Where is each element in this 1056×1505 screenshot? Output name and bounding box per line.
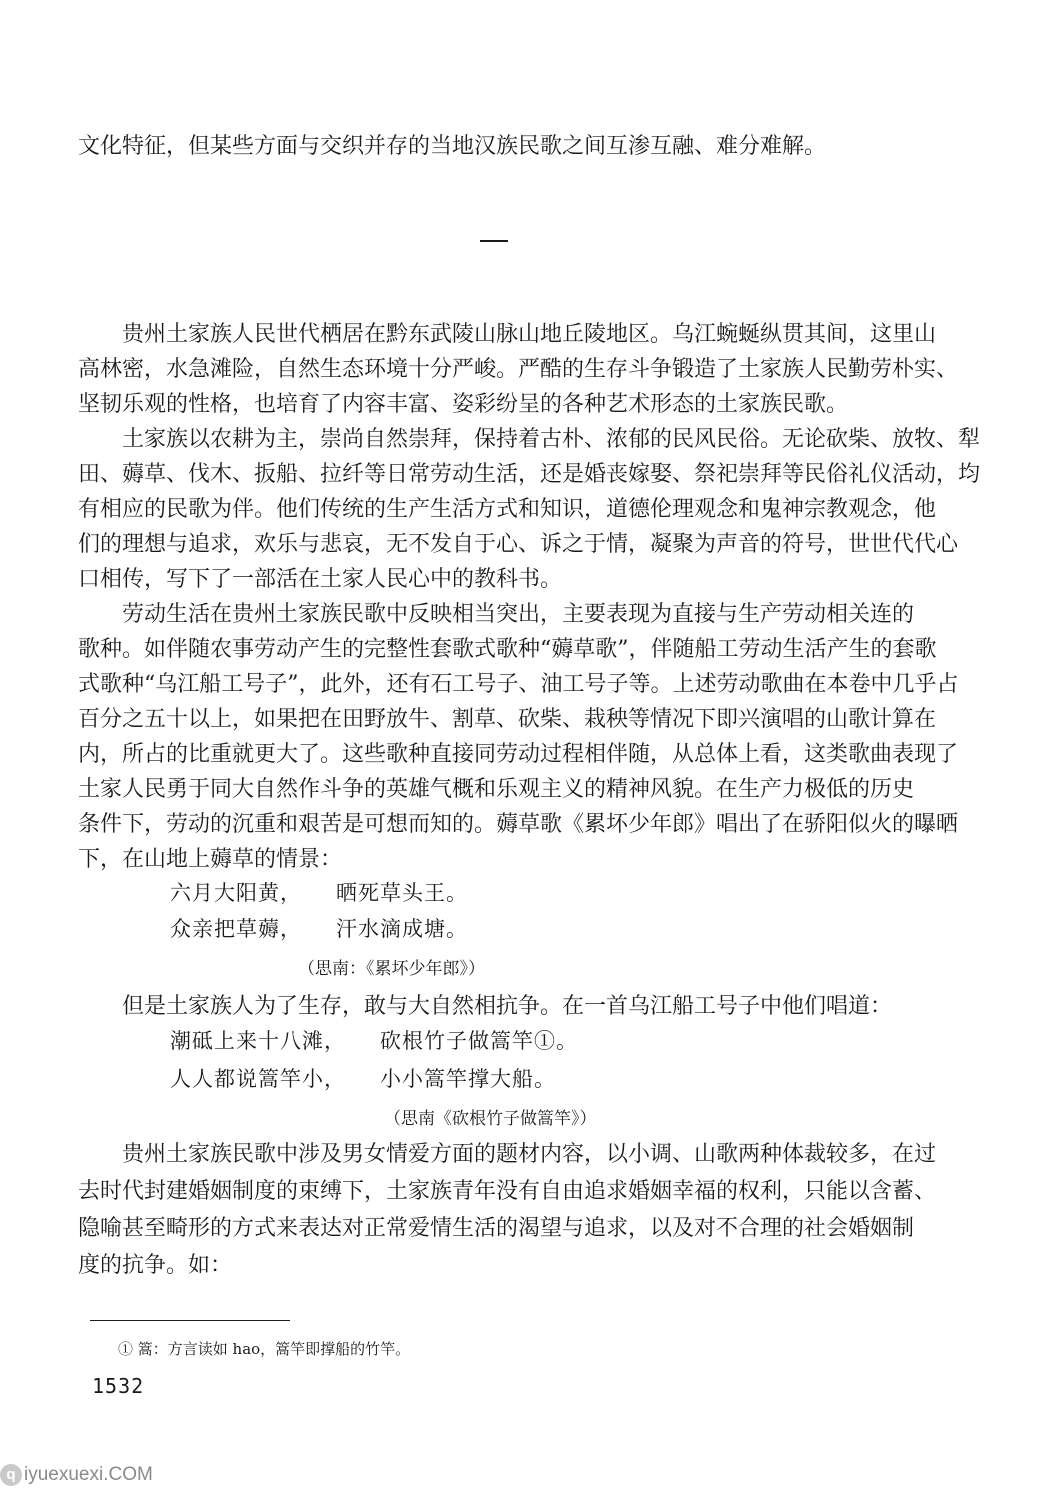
paragraph-line: 下，在山地上薅草的情景： [78, 847, 343, 872]
verse-half: 砍根竹子做篙竿①。 [380, 1029, 578, 1053]
paragraph-line: 劳动生活在贵州土家族民歌中反映相当突出，主要表现为直接与生产劳动相关连的 [122, 602, 915, 627]
paragraph-line: 们的理想与追求，欢乐与悲哀，无不发自于心、诉之于情，凝聚为声音的符号，世世代代心 [78, 532, 959, 557]
verse-half: 小小篙竿撑大船。 [380, 1067, 556, 1091]
paragraph-line: 百分之五十以上，如果把在田野放牛、割草、砍柴、栽秧等情况下即兴演唱的山歌计算在 [78, 707, 937, 732]
paragraph-line: 有相应的民歌为伴。他们传统的生产生活方式和知识，道德伦理观念和鬼神宗教观念，他 [78, 497, 937, 522]
paragraph-line: 口相传，写下了一部活在土家人民心中的教科书。 [78, 567, 563, 592]
paragraph-line: 贵州土家族人民世代栖居在黔东武陵山脉山地丘陵地区。乌江蜿蜒纵贯其间，这里山 [122, 322, 937, 347]
paragraph-line: 田、薅草、伐木、扳船、拉纤等日常劳动生活，还是婚丧嫁娶、祭祀崇拜等民俗礼仪活动，均 [78, 462, 981, 487]
paragraph-line: 度的抗争。如： [78, 1253, 233, 1278]
paragraph-line: 高林密，水急滩险，自然生态环境十分严峻。严酷的生存斗争锻造了土家族人民勤劳朴实、 [78, 357, 959, 382]
paragraph-line: 坚韧乐观的性格，也培育了内容丰富、姿彩纷呈的各种艺术形态的土家族民歌。 [78, 392, 849, 417]
citation-1: （思南：《累坏少年郎》） [298, 959, 485, 979]
verse-half: 六月大阳黄， [170, 881, 302, 905]
watermark-text: iyuexuexi.COM [24, 1464, 153, 1485]
paragraph-line: 去时代封建婚姻制度的束缚下，土家族青年没有自由追求婚姻幸福的权利，只能以含蓄、 [78, 1179, 937, 1204]
verse-line [170, 1026, 578, 1056]
paragraph-line: 土家人民勇于同大自然作斗争的英雄气概和乐观主义的精神风貌。在生产力极低的历史 [78, 777, 915, 802]
watermark [0, 1460, 260, 1490]
verse-half: 汗水滴成塘。 [336, 917, 468, 941]
citation-2: （思南《砍根竹子做篙竿》） [384, 1109, 597, 1129]
top-line: 文化特征，但某些方面与交织并存的当地汉族民歌之间互渗互融、难分难解。 [78, 134, 827, 159]
watermark-logo-icon: q [0, 1464, 22, 1486]
paragraph-line: 歌种。如伴随农事劳动产生的完整性套歌式歌种“薅草歌”，伴随船工劳动生活产生的套歌 [78, 637, 937, 662]
paragraph-line: 内，所占的比重就更大了。这些歌种直接同劳动过程相伴随，从总体上看，这类歌曲表现了 [78, 742, 959, 767]
verse-line [170, 1064, 556, 1094]
verse-line [170, 878, 468, 908]
section-mark-rule [480, 240, 508, 242]
verse-half: 潮砥上来十八滩， [170, 1029, 346, 1053]
verse-half: 晒死草头王。 [336, 881, 468, 905]
paragraph-line: 隐喻甚至畸形的方式来表达对正常爱情生活的渴望与追求，以及对不合理的社会婚姻制 [78, 1216, 915, 1241]
paragraph-line: 式歌种“乌江船工号子”，此外，还有石工号子、油工号子等。上述劳动歌曲在本卷中几乎占 [78, 672, 959, 697]
footnote-rule [90, 1320, 290, 1321]
paragraph-line: 贵州土家族民歌中涉及男女情爱方面的题材内容，以小调、山歌两种体裁较多，在过 [122, 1142, 937, 1167]
page-number: 1532 [92, 1374, 145, 1398]
paragraph-line: 条件下，劳动的沉重和艰苦是可想而知的。薅草歌《累坏少年郎》唱出了在骄阳似火的曝晒 [78, 812, 959, 837]
footnote: ① 篙：方言读如 hao，篙竿即撑船的竹竿。 [118, 1340, 411, 1358]
verse-line [170, 914, 468, 944]
verse-half: 人人都说篙竿小， [170, 1067, 346, 1091]
paragraph-line: 土家族以农耕为主，崇尚自然崇拜，保持着古朴、浓郁的民风民俗。无论砍柴、放牧、犁 [122, 427, 981, 452]
paragraph-line: 但是土家族人为了生存，敢与大自然相抗争。在一首乌江船工号子中他们唱道： [122, 994, 893, 1019]
verse-half: 众亲把草薅， [170, 917, 302, 941]
